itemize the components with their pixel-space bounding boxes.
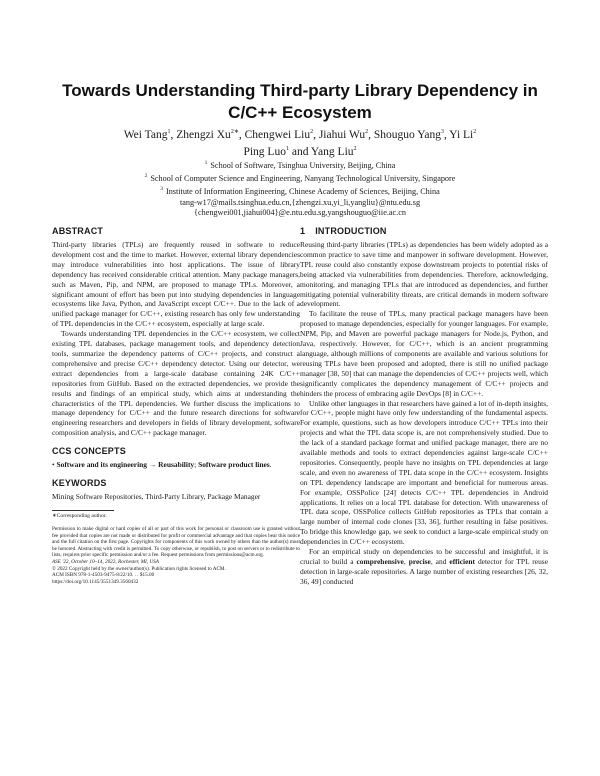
ccs-end: . <box>269 460 272 470</box>
introduction-heading <box>300 226 548 237</box>
affiliation-text: School of Computer Science and Engineering, Nanyang Technological University, Singapore <box>150 173 456 183</box>
corresponding-author-note: ∗Corresponding author. <box>52 512 107 519</box>
author-sup-5: 2 <box>473 129 477 135</box>
author-sep-0: , <box>170 128 177 141</box>
intro-paragraph-4 <box>300 547 548 587</box>
abstract-heading: ABSTRACT <box>52 226 104 236</box>
doi-link[interactable]: https://doi.org/10.1145/3551349.3560432 <box>52 578 139 585</box>
section-number: 1 <box>300 226 306 236</box>
author-name-0: Wei Tang <box>123 128 168 141</box>
ccs-concept-1: Software and its engineering → Reusability <box>56 460 195 470</box>
author-name-1: Zhengzi Xu <box>176 128 231 141</box>
affiliations <box>40 158 560 219</box>
affiliation-list <box>40 158 560 198</box>
author-name-2: Chengwei Liu <box>244 128 311 141</box>
title-line-2: C/C++ Ecosystem <box>228 103 372 122</box>
right-column <box>300 226 548 587</box>
author-sup-4: 3 <box>440 129 444 135</box>
email-line-2: {chengwei001,jiahui004}@e.ntu.edu.sg,yangshouguo@iie.ac.cn <box>194 208 406 218</box>
keyword-comprehensive: comprehensive <box>356 557 404 566</box>
affiliation-3 <box>40 184 560 197</box>
abstract-paragraph-2: Towards understanding TPL dependencies in the C/C++ ecosystem, we collect existing TPL databases, package management tools, and dependency detection tools, summarize the dependency patterns of C/C++ projects, and construct a comprehensive and precise C/C++ dependency detector. Using our detector, we extract dependencies from a large-scale database containing 24K C/C++ repositories from GitHub. Based on the extracted dependencies, we provide the results and findings of an empirical study, which aims at understanding the characteristics of the TPL dependencies. We further discuss the implications to manage dependency for C/C++ and the future research directions for software engineering researchers and developers in fields of library development, software composition analysis, and C/C++ package manager. <box>52 329 300 438</box>
ccs-bullet: • <box>52 460 55 470</box>
author-sup-0: 1 <box>167 129 171 135</box>
author-name-3: Jiahui Wu <box>318 128 366 141</box>
affiliation-sup: 3 <box>160 186 163 193</box>
section-title: INTRODUCTION <box>315 226 387 236</box>
affiliation-text: Institute of Information Engineering, Chinese Academy of Sciences, Beijing, China <box>165 187 440 197</box>
footnote-rule <box>52 510 114 511</box>
isbn-info: ACM ISBN 978-1-4503-9475-8/22/10. . . $15.00 <box>52 572 155 579</box>
intro-p4-part-e: detector for TPL reuse detection in large-scale repositories. A large number of existing researches [26, 32, 36, 49] conducted <box>300 557 548 586</box>
author-sep-2: , <box>313 128 319 141</box>
conference-info: ASE '22, October 10–14, 2022, Rochester, MI, USA <box>52 558 159 565</box>
author-sep-3: , <box>368 128 374 141</box>
intro-p4-part-c: , <box>403 557 409 566</box>
author-l2-name-0: Ping Luo <box>243 145 286 158</box>
author-sup-3: 2 <box>365 129 369 135</box>
author-name-4: Shouguo Yang <box>373 128 441 141</box>
author-l2-sup-0: 1 <box>285 145 289 152</box>
intro-p4-part-a: For an empirical study on dependencies to be successful and insightful, it is crucial to build a <box>300 547 548 566</box>
affiliation-1 <box>40 158 560 171</box>
affiliation-text: School of Software, Tsinghua University, Beijing, China <box>210 160 396 170</box>
author-line-2 <box>40 142 560 159</box>
author-sep-1: , <box>238 128 245 141</box>
abstract-paragraph-1: Third-party libraries (TPLs) are frequently reused in software to reduce development cost and the time to market. However, external library dependencies may introduce vulnerabilities into host applications. The issue of library dependency has received considerable critical attention. Many package managers, such as Maven, Pip, and NPM, are proposed to manage TPLs. Moreover, a significant amount of effort has been put into studying dependencies in language ecosystems like Java, Python, and JavaScript except C/C++. Due to the lack of a unified package manager for C/C++, existing research has only few understanding of TPL dependencies in the C/C++ ecosystem, especially at large scale. <box>52 240 300 329</box>
email-line-1: tang-w17@mails.tsinghua.edu.cn,{zhengzi.xu,yi_li,yangliu}@ntu.edu.sg <box>179 197 421 207</box>
keyword-efficient: efficient <box>449 557 475 566</box>
ccs-concept-2: Software product lines <box>198 460 270 470</box>
author-l2-name-1: Yang Liu <box>310 145 354 158</box>
affiliation-sup: 2 <box>144 173 148 180</box>
keywords-heading: KEYWORDS <box>52 478 107 489</box>
author-l2-sep-0: and <box>288 145 311 158</box>
intro-paragraph-3: Unlike other languages in that researchers have gained a lot of in-depth insights, for C/C++, people might have only few understanding of the fundamental aspects. For example, questions, such as how developers introduce C/C++ TPLs into their projects and what the TPL data scope is, are not comprehensively studied. Due to the lack of a standard package format and unified package manager, there are no available methods and tools to extract dependencies against large-scale C/C++ repositories. Consequently, people have no insights on TPL dependencies at large scale, and even no awareness of TPL data scope in the C/C++ ecosystem. Insights on TPL dependency landscape are important and beneficial for numerous areas. For example, OSSPolice [24] detects C/C++ TPL dependencies in Android applications. It relies on a local TPL database for detection. With unawareness of TPL data scope, OSSPolice collects GitHub repositories as TPLs that contain a large number of internal code clones [33, 36], further resulting in false positives. To bridge this knowledge gap, we seek to conduct a large-scale empirical study on dependencies in C/C++ ecosystem. <box>300 398 548 547</box>
author-line-1 <box>40 125 560 142</box>
author-sup-2: 2 <box>310 129 314 135</box>
affiliation-2 <box>40 171 560 184</box>
keywords-text: Mining Software Repositories, Third-Party Library, Package Manager <box>52 492 261 502</box>
intro-paragraph-1: Reusing third-party libraries (TPLs) as dependencies has been widely adopted as a common practice to save time and manpower in software development. However, TPL reuse could also constantly expose downstream projects to potential risks of being attacked via vulnerabilities from dependencies. Therefore, acknowledging, monitoring, and managing TPLs that are introduced as dependencies, and further mitigating potential vulnerability threats, are critical demands in modern software development. <box>300 240 548 309</box>
intro-p4-part-d: , and <box>430 557 450 566</box>
copyright-notice: © 2022 Copyright held by the owner/author(s). Publication rights licensed to ACM. <box>52 565 226 572</box>
affiliation-sup: 1 <box>204 160 208 166</box>
permission-notice: Permission to make digital or hard copies of all or part of this work for personal or classroom use is granted without fee provided that copies are not made or distributed for profit or commercial advantage and that copies bear this notice and the full citation on the first page. Copyrights for components of this work owned by others than the author(s) must be honored. Abstracting with credit is permitted. To copy otherwise, or republish, to post on servers or to redistribute to lists, requires prior specific permission and/or a fee. Request permissions from permissions@acm.org. <box>52 525 300 559</box>
intro-paragraph-2: To facilitate the reuse of TPLs, many practical package managers have been proposed to manage dependencies, especially for younger languages. For example, NPM, Pip, and Maven are powerful package managers for Node.js, Python, and Java, respectively. However, for C/C++, which is an ancient programming language, although millions of components are available and various solutions for reusing TPLs have been proposed and adopted, there is still no unified package manager [38, 50] that can manage the dependencies of C/C++ projects well, which significantly complicates the dependency management of C/C++ projects and hinders the process of embracing agile DevOps [8] in C/C++. <box>300 309 548 398</box>
author-sup-1: 2∗ <box>230 129 239 135</box>
ccs-separator: ; <box>194 460 199 470</box>
author-name-5: Yi Li <box>449 128 474 141</box>
paper-title <box>40 80 560 124</box>
ccs-heading: CCS CONCEPTS <box>52 446 126 457</box>
title-line-1: Towards Understanding Third-party Library Dependency in <box>62 81 538 100</box>
author-sep-4: , <box>443 128 450 141</box>
author-list <box>40 125 560 159</box>
ccs-concepts <box>52 460 300 470</box>
left-column <box>52 226 300 585</box>
author-l2-sup-1: 2 <box>353 145 357 152</box>
keyword-precise: precise <box>408 557 431 566</box>
